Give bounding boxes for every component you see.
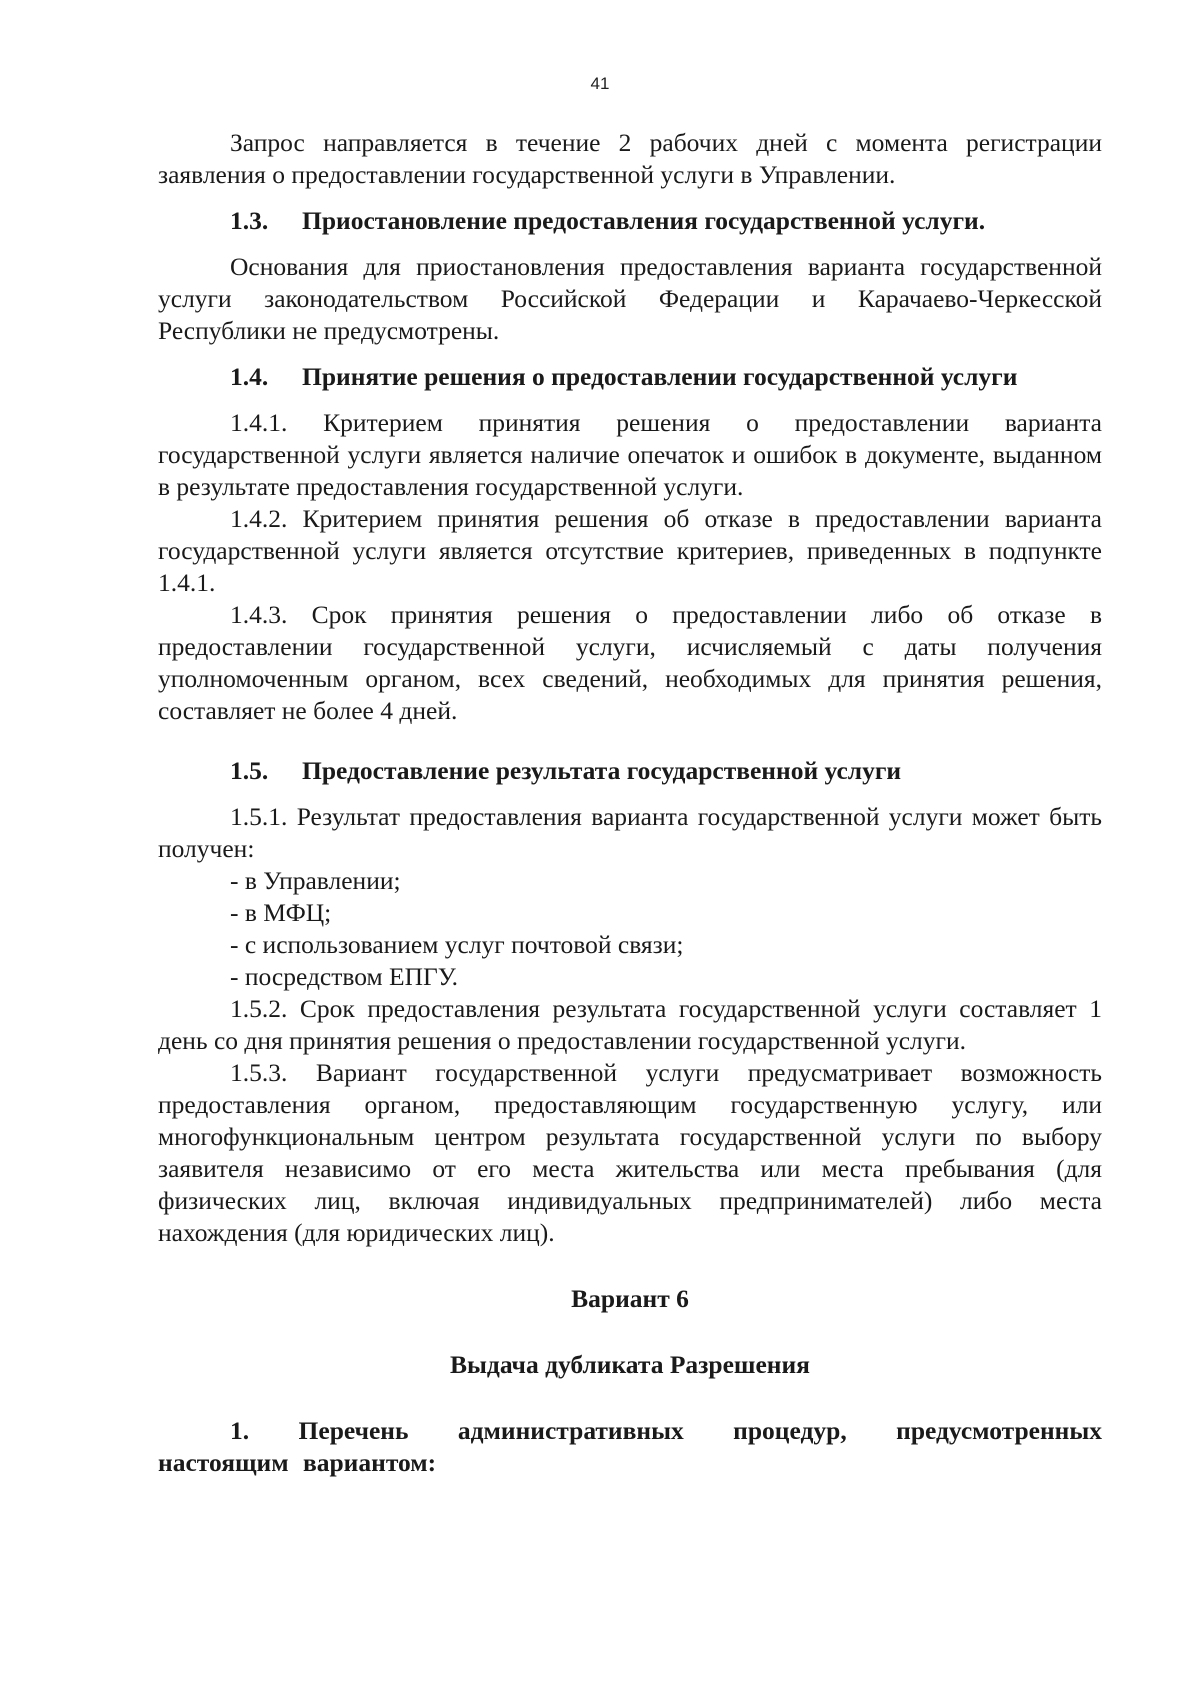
section-title: Приостановление предоставления государственной услуги.	[302, 206, 986, 235]
section-heading-1-3	[230, 205, 1102, 237]
paragraph-1-5-2: 1.5.2. Срок предоставления результата государственной услуги составляет 1 день со дня принятия решения о предоставлении государственной услуги.	[158, 994, 1102, 1055]
list-item: - с использованием услуг почтовой связи;	[230, 930, 684, 959]
section-number: 1.4.	[230, 362, 269, 391]
document-body	[158, 127, 1102, 1479]
page-number: 41	[590, 74, 610, 93]
spacer	[158, 1381, 1102, 1415]
list-item: - посредством ЕПГУ.	[230, 962, 459, 991]
paragraph-1-5-3: 1.5.3. Вариант государственной услуги предусматривает возможность предоставления органом, предоставляющим государственную услугу, или многофункциональным центром результата государственной услуги по выбору заявителя независимо от его места жительства или места пребывания (для физических лиц, включая индивидуальных предпринимателей) либо места нахождения (для юридических лиц).	[158, 1058, 1102, 1247]
spacer	[158, 1249, 1102, 1283]
section-number: 1.5.	[230, 756, 269, 785]
section-title: Предоставление результата государственной услуги	[302, 756, 902, 785]
section-heading-1-4	[230, 361, 1102, 393]
section-heading-1-5	[230, 755, 1102, 787]
procedures-list-heading: 1. Перечень административных процедур, предусмотренных настоящим вариантом:	[158, 1416, 1102, 1477]
section-title: Принятие решения о предоставлении государственной услуги	[302, 362, 1018, 391]
paragraph-1-4-3: 1.4.3. Срок принятия решения о предоставлении либо об отказе в предоставлении государственной услуги, исчисляемый с даты получения уполномоченным органом, всех сведений, необходимых для принятия решения, составляет не более 4 дней.	[158, 600, 1102, 725]
list-item: - в Управлении;	[230, 866, 401, 895]
paragraph-request-timing: Запрос направляется в течение 2 рабочих дней с момента регистрации заявления о предоставлении государственной услуги в Управлении.	[158, 128, 1102, 189]
list-item: - в МФЦ;	[230, 898, 332, 927]
variant-subtitle: Выдача дубликата Разрешения	[450, 1350, 810, 1379]
spacer	[158, 727, 1102, 741]
paragraph-1-5-1: 1.5.1. Результат предоставления варианта государственной услуги может быть получен:	[158, 802, 1102, 863]
variant-title: Вариант 6	[571, 1284, 689, 1313]
section-number: 1.3.	[230, 206, 269, 235]
spacer	[158, 1315, 1102, 1349]
paragraph-suspension-grounds: Основания для приостановления предоставления варианта государственной услуги законодательством Российской Федерации и Карачаево-Черкесской Республики не предусмотрены.	[158, 252, 1102, 345]
paragraph-1-4-1: 1.4.1. Критерием принятия решения о предоставлении варианта государственной услуги является наличие опечаток и ошибок в документе, выданном в результате предоставления государственной услуги.	[158, 408, 1102, 501]
paragraph-1-4-2: 1.4.2. Критерием принятия решения об отказе в предоставлении варианта государственной услуги является отсутствие критериев, приведенных в подпункте 1.4.1.	[158, 504, 1102, 597]
